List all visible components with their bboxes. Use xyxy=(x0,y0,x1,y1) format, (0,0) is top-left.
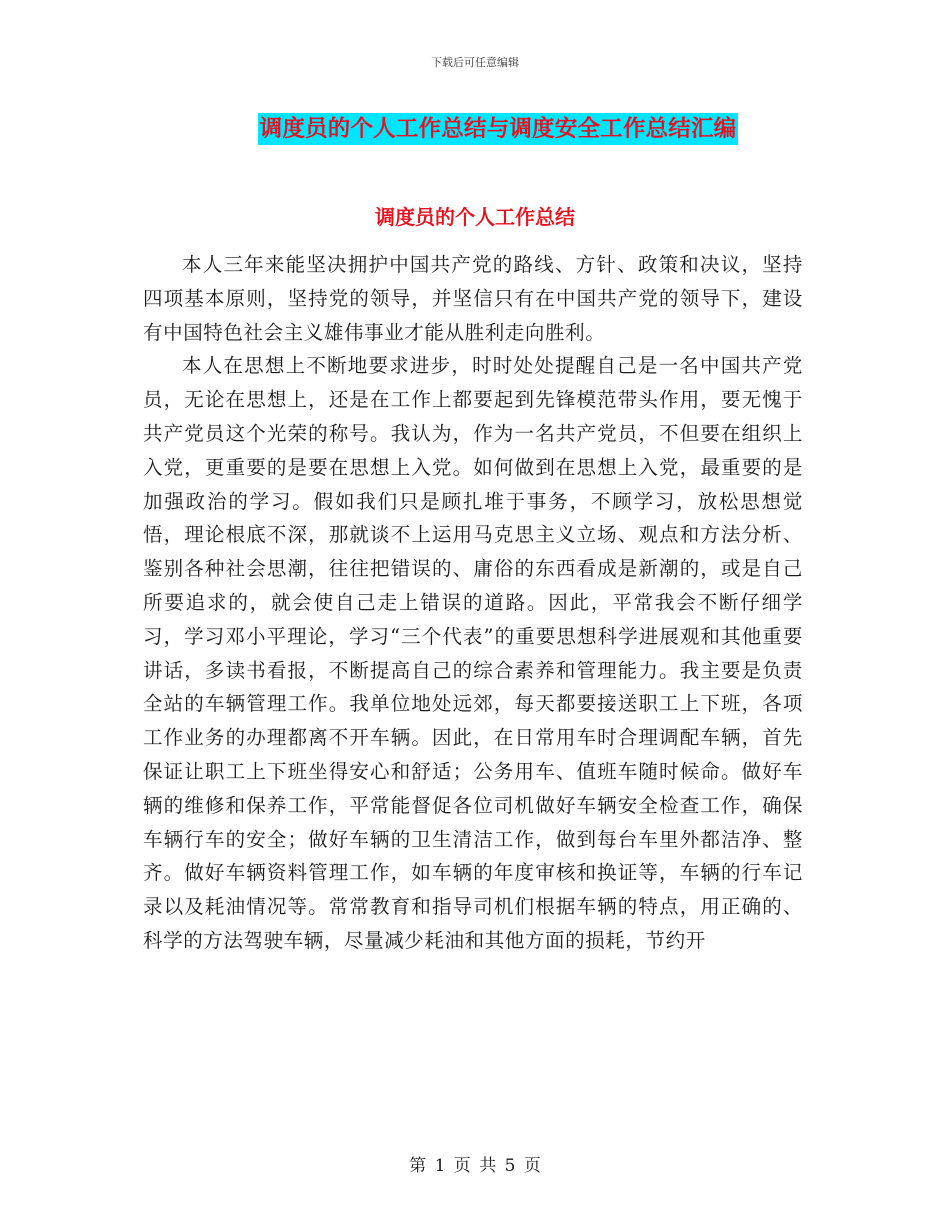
document-title: 调度员的个人工作总结与调度安全工作总结汇编 xyxy=(258,113,739,145)
page-header-note: 下载后可任意编辑 xyxy=(431,56,519,69)
paragraph-1: 本人三年来能坚决拥护中国共产党的路线、方针、政策和决议，坚持四项基本原则，坚持党的领导，并坚信只有在中国共产党的领导下，建设有中国特色社会主义雄伟事业才能从胜利走向胜利。 xyxy=(143,253,803,344)
document-body xyxy=(143,248,803,958)
paragraph-2: 本人在思想上不断地要求进步，时时处处提醒自己是一名中国共产党员，无论在思想上，还是在工作上都要起到先锋模范带头作用，要无愧于共产党员这个光荣的称号。我认为，作为一名共产党员，不但要在组织上入党，更重要的是要在思想上入党。如何做到在思想上入党，最重要的是加强政治的学习。假如我们只是顾扎堆于事务，不顾学习，放松思想觉悟，理论根底不深，那就谈不上运用马克思主义立场、观点和方法分析、鉴别各种社会思潮，往往把错误的、庸俗的东西看成是新潮的，或是自己所要追求的，就会使自己走上错误的道路。因此，平常我会不断仔细学习，学习邓小平理论，学习“三个代表”的重要思想科学进展观和其他重要讲话，多读书看报，不断提高自己的综合素养和管理能力。我主要是负责全站的车辆管理工作。我单位地处远郊，每天都要接送职工上下班，各项工作业务的办理都离不开车辆。因此，在日常用车时合理调配车辆，首先保证让职工上下班坐得安心和舒适；公务用车、值班车随时候命。做好车辆的维修和保养工作，平常能督促各位司机做好车辆安全检查工作，确保车辆行车的安全；做好车辆的卫生清洁工作，做到每台车里外都洁净、整齐。做好车辆资料管理工作，如车辆的年度审核和换证等，车辆的行车记录以及耗油情况等。常常教育和指导司机们根据车辆的特点，用正确的、科学的方法驾驶车辆，尽量减少耗油和其他方面的损耗，节约开 xyxy=(143,354,803,952)
section-title: 调度员的个人工作总结 xyxy=(375,205,575,229)
page-number-footer: 第 1 页 共 5 页 xyxy=(409,1156,541,1176)
document-title-container xyxy=(0,113,950,145)
